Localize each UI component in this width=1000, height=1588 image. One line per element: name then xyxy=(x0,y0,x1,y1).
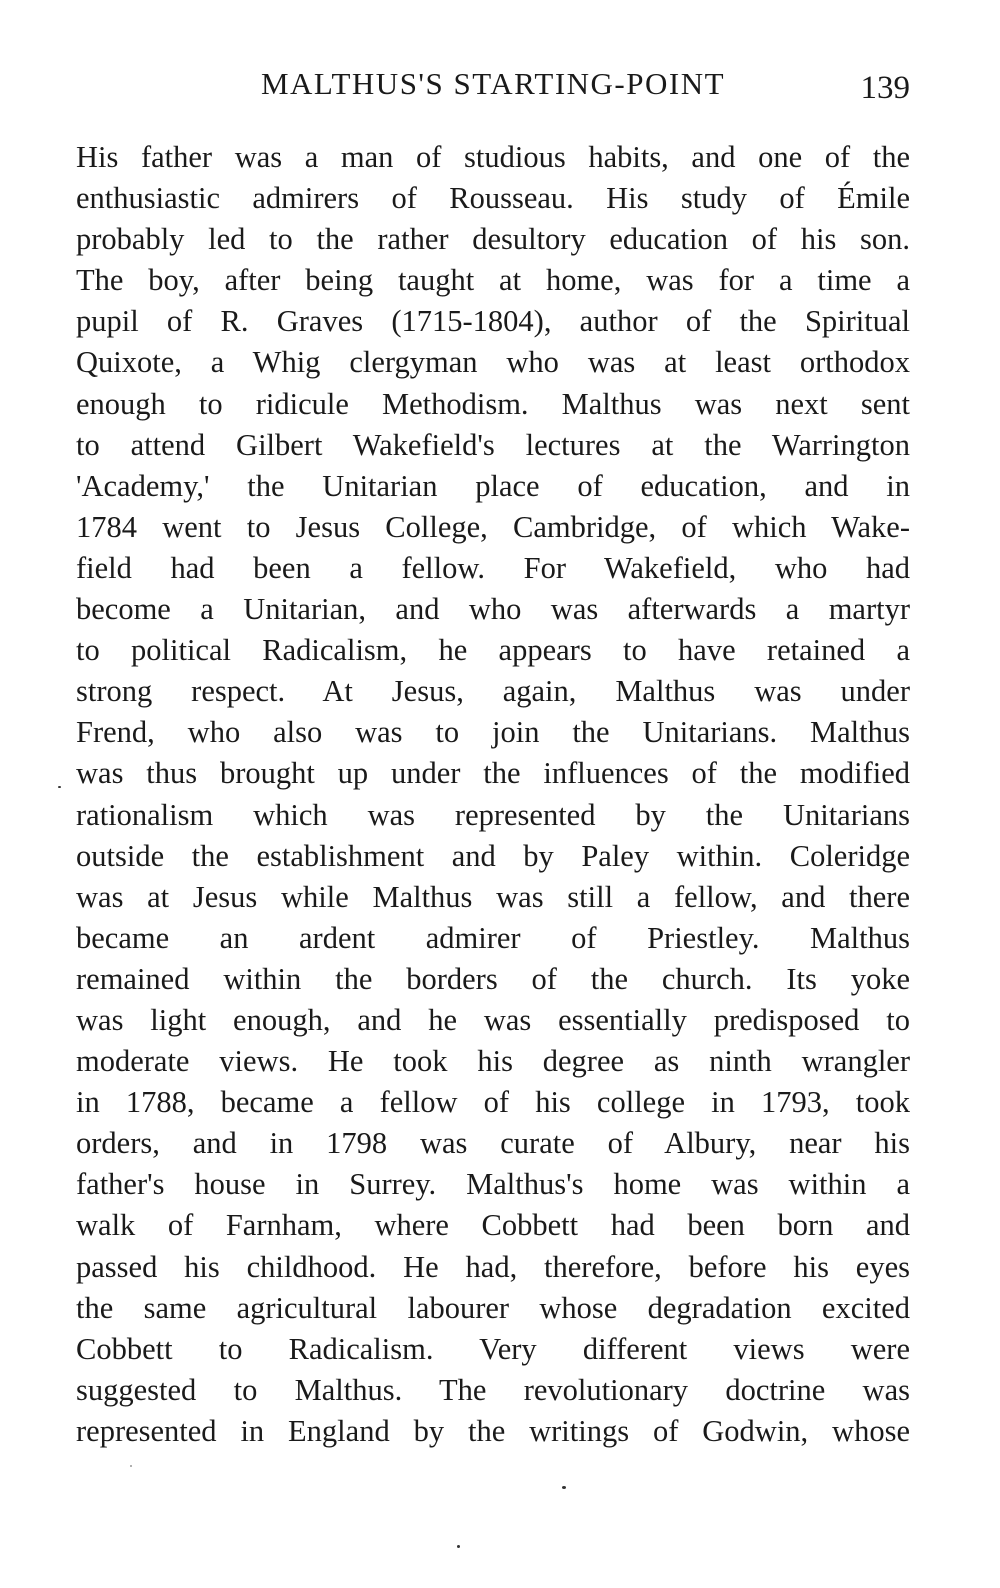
text-line: enthusiastic admirers of Rousseau. His study of Émile xyxy=(76,181,910,216)
scan-speck xyxy=(562,1486,566,1489)
text-line: was thus brought up under the influences of the modified xyxy=(76,756,910,791)
text-line: walk of Farnham, where Cobbett had been born and xyxy=(76,1208,910,1243)
text-line: rationalism which was represented by the Unitarians xyxy=(76,797,910,832)
text-line: Frend, who also was to join the Unitarians. Malthus xyxy=(76,715,910,750)
text-line: to attend Gilbert Wakefield's lectures at the Warrington xyxy=(76,427,910,462)
text-line: passed his childhood. He had, therefore, before his eyes xyxy=(76,1249,910,1284)
text-line: probably led to the rather desultory education of his son. xyxy=(76,222,910,257)
text-line: father's house in Surrey. Malthus's home was within a xyxy=(76,1167,910,1202)
text-line: enough to ridicule Methodism. Malthus was next sent xyxy=(76,386,910,421)
text-line: pupil of R. Graves (1715-1804), author of the Spiritual xyxy=(76,304,910,339)
text-line: outside the establishment and by Paley within. Coleridge xyxy=(76,838,910,873)
text-line: field had been a fellow. For Wakefield, who had xyxy=(76,550,910,585)
text-line: suggested to Malthus. The revolutionary doctrine was xyxy=(76,1372,910,1407)
scan-speck xyxy=(58,786,61,788)
text-line: moderate views. He took his degree as ninth wrangler xyxy=(76,1044,910,1079)
text-line: Cobbett to Radicalism. Very different views were xyxy=(76,1331,910,1366)
text-line: The boy, after being taught at home, was for a time a xyxy=(76,263,910,298)
text-line: remained within the borders of the church. Its yoke xyxy=(76,961,910,996)
text-line: 1784 went to Jesus College, Cambridge, of which Wake- xyxy=(76,509,910,544)
text-line: became an ardent admirer of Priestley. Malthus xyxy=(76,920,910,955)
text-line: was at Jesus while Malthus was still a fellow, and there xyxy=(76,879,910,914)
text-line: become a Unitarian, and who was afterwards a martyr xyxy=(76,592,910,627)
scan-speck xyxy=(457,1545,460,1548)
text-line: to political Radicalism, he appears to have retained a xyxy=(76,633,910,668)
text-line: was light enough, and he was essentially predisposed to xyxy=(76,1002,910,1037)
text-line: His father was a man of studious habits, and one of the xyxy=(76,140,910,174)
page-number: 139 xyxy=(860,70,910,106)
text-line: in 1788, became a fellow of his college in 1793, took xyxy=(76,1085,910,1120)
running-head xyxy=(76,60,910,108)
running-title: MALTHUS'S STARTING-POINT xyxy=(260,66,726,101)
text-line: orders, and in 1798 was curate of Albury, near his xyxy=(76,1126,910,1161)
text-line: represented in England by the writings of Godwin, whose xyxy=(76,1413,910,1448)
text-line: Quixote, a Whig clergyman who was at least orthodox xyxy=(76,345,910,380)
scan-speck xyxy=(130,1465,132,1467)
text-line: the same agricultural labourer whose degradation excited xyxy=(76,1290,910,1325)
text-line: strong respect. At Jesus, again, Malthus was under xyxy=(76,674,910,709)
text-line: 'Academy,' the Unitarian place of education, and in xyxy=(76,468,910,503)
body-text xyxy=(76,137,910,1452)
